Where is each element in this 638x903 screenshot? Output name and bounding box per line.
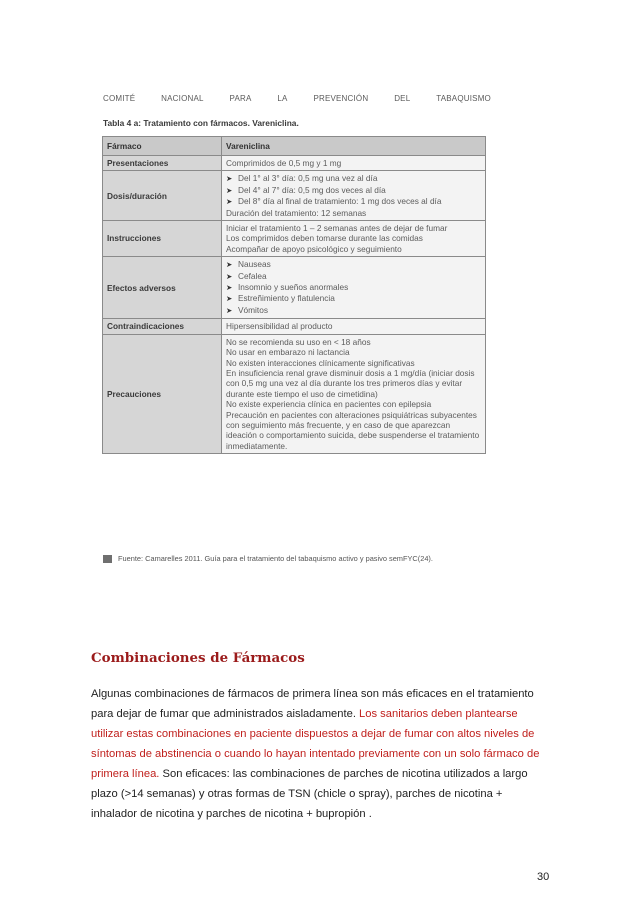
paragraph-text: Son eficaces: las combinaciones de parches de nicotina utilizados a largo plazo (>14 semanas) y otras formas de TSN (chicle o spray), parches de nicotina + inhalador de nicotina y parches de nicotina + bupropión . (91, 768, 528, 820)
header-word: COMITÉ (103, 94, 136, 103)
row-text: Precaución en pacientes con alteraciones psiquiátricas subyacentes con seguimiento más frecuente, y en caso de que aparezcan ideación o comportamiento suicida, debe suspenderse el tratamiento inmediatamente. (226, 409, 480, 451)
row-value (222, 221, 486, 257)
column-header: Fármaco (103, 137, 222, 156)
row-label: Presentaciones (103, 156, 222, 171)
row-text: No existe experiencia clínica en pacientes con epilepsia (226, 399, 432, 410)
committee-header (103, 94, 491, 103)
row-text: Acompañar de apoyo psicológico y seguimiento (226, 243, 402, 254)
table-row (103, 156, 486, 171)
table-row (103, 221, 486, 257)
table-row (103, 334, 486, 453)
table-caption: Tabla 4 a: Tratamiento con fármacos. Vareniclina. (103, 118, 299, 128)
table-source (103, 554, 433, 563)
page-number: 30 (537, 871, 550, 883)
table-header-row (103, 137, 486, 156)
paragraph-text: Algunas combinaciones de fármacos de primera línea son más eficaces en el tratamiento para dejar de fumar que administrados aisladamente. (91, 688, 534, 720)
bullet-item: ➤ Nauseas (226, 259, 481, 270)
header-word: PARA (229, 94, 252, 103)
row-label: Instrucciones (103, 221, 222, 257)
row-text: En insuficiencia renal grave disminuir dosis a 1 mg/día (iniciar dosis con 0,5 mg una vez al día durante los tres primeros días y evitar durante este tiempo el uso de cimetidina) (226, 367, 475, 399)
row-text: No se recomienda su uso en < 18 años (226, 336, 371, 347)
vareniclina-table (102, 136, 486, 454)
table-row (103, 171, 486, 221)
column-header: Vareniclina (222, 137, 486, 156)
header-word: NACIONAL (161, 94, 204, 103)
header-word: DEL (394, 94, 411, 103)
row-label: Contraindicaciones (103, 319, 222, 334)
bullet-item: ➤ Del 1° al 3° día: 0,5 mg una vez al día (226, 173, 481, 184)
row-text: Los comprimidos deben tomarse durante las comidas (226, 233, 423, 244)
bullet-item: ➤ Cefalea (226, 271, 481, 282)
bullet-item: ➤ Estreñimiento y flatulencia (226, 293, 481, 304)
row-value (222, 257, 486, 319)
table-figure (96, 92, 491, 568)
section-title: Combinaciones de Fármacos (91, 650, 305, 666)
row-value: Hipersensibilidad al producto (222, 319, 486, 334)
highlighted-text: Los sanitarios deben plantearse utilizar estas combinaciones en paciente dispuestos a dejar de fumar con altos niveles de síntomas de abstinencia o cuando lo hayan intentado previamente con un solo fármaco de primera línea. (91, 708, 540, 780)
header-word: TABAQUISMO (436, 94, 491, 103)
row-label: Precauciones (103, 334, 222, 453)
body-paragraph (91, 684, 551, 824)
bullet-item: ➤ Insomnio y sueños anormales (226, 282, 481, 293)
row-label: Efectos adversos (103, 257, 222, 319)
row-text: Iniciar el tratamiento 1 – 2 semanas antes de dejar de fumar (226, 223, 448, 234)
table-row (103, 319, 486, 334)
row-text: No existen interacciones clínicamente significativas (226, 357, 415, 368)
row-text: Duración del tratamiento: 12 semanas (226, 207, 367, 218)
bullet-item: ➤ Del 8° día al final de tratamiento: 1 mg dos veces al día (226, 196, 481, 207)
header-word: PREVENCIÓN (313, 94, 369, 103)
row-value (222, 334, 486, 453)
bullet-item: ➤ Vómitos (226, 305, 481, 316)
source-square-icon (103, 555, 112, 563)
row-label: Dosis/duración (103, 171, 222, 221)
row-value: Comprimidos de 0,5 mg y 1 mg (222, 156, 486, 171)
row-text: No usar en embarazo ni lactancia (226, 347, 350, 358)
header-word: LA (277, 94, 288, 103)
bullet-item: ➤ Del 4° al 7° día: 0,5 mg dos veces al día (226, 185, 481, 196)
row-value (222, 171, 486, 221)
source-text: Fuente: Camarelles 2011. Guía para el tratamiento del tabaquismo activo y pasivo semFYC(24). (118, 554, 433, 563)
table-row (103, 257, 486, 319)
